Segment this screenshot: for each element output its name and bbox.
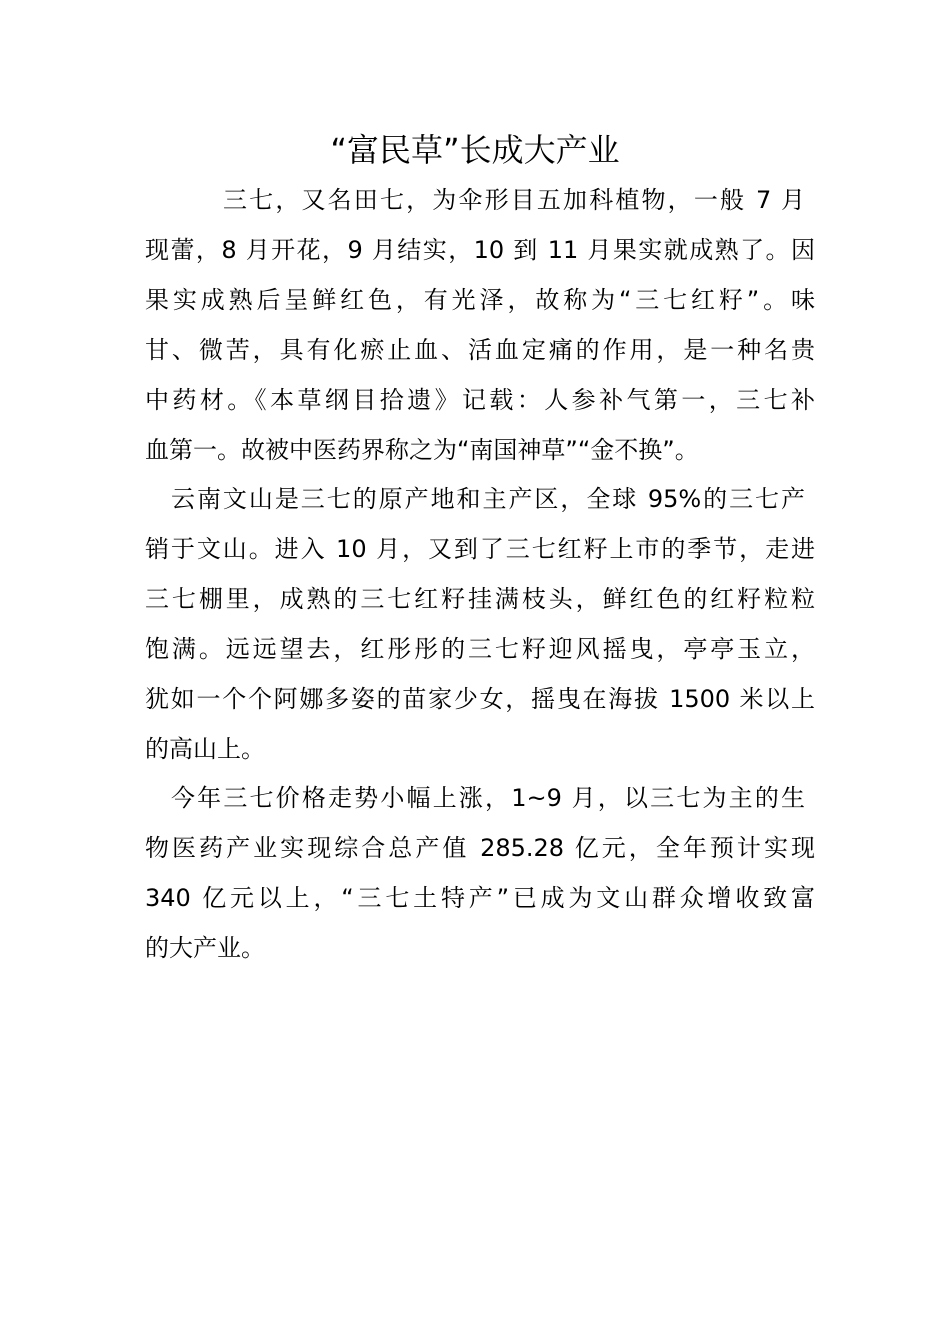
paragraph-2-line-1: 云南文山是三七的原产地和主产区，全球 95%的三七产 [171, 485, 805, 513]
paragraph-2-line-3: 三七棚里，成熟的三七红籽挂满枝头，鲜红色的红籽粒粒 [145, 585, 815, 613]
paragraph-2-line-4: 饱满。远远望去，红彤彤的三七籽迎风摇曳，亭亭玉立， [145, 635, 815, 663]
paragraph-1-line-6: 血第一。故被中医药界称之为“南国神草”“金不换”。 [145, 436, 699, 464]
paragraph-1-line-2: 现蕾，8 月开花，9 月结实，10 到 11 月果实就成熟了。因 [145, 236, 815, 264]
paragraph-3-line-2: 物医药产业实现综合总产值 285.28 亿元，全年预计实现 [145, 834, 815, 862]
paragraph-1-line-4: 甘、微苦，具有化瘀止血、活血定痛的作用，是一种名贵 [145, 336, 815, 364]
paragraph-3-line-3: 340 亿元以上，“三七土特产”已成为文山群众增收致富 [145, 884, 815, 912]
paragraph-3-line-1: 今年三七价格走势小幅上涨，1~9 月，以三七为主的生 [171, 784, 805, 812]
paragraph-3-line-4: 的大产业。 [145, 934, 265, 962]
paragraph-1-line-5: 中药材。《本草纲目拾遗》记载：人参补气第一，三七补 [145, 386, 815, 414]
paragraph-1-line-3: 果实成熟后呈鲜红色，有光泽，故称为“三七红籽”。味 [145, 286, 815, 314]
paragraph-2-line-5: 犹如一个个阿娜多姿的苗家少女，摇曳在海拔 1500 米以上 [145, 685, 815, 713]
paragraph-2-line-6: 的高山上。 [145, 735, 265, 763]
paragraph-2-line-2: 销于文山。进入 10 月，又到了三七红籽上市的季节，走进 [145, 535, 815, 563]
paragraph-1-line-1: 三七，又名田七，为伞形目五加科植物，一般 7 月 [223, 186, 805, 214]
document-title: “富民草”长成大产业 [330, 131, 620, 169]
